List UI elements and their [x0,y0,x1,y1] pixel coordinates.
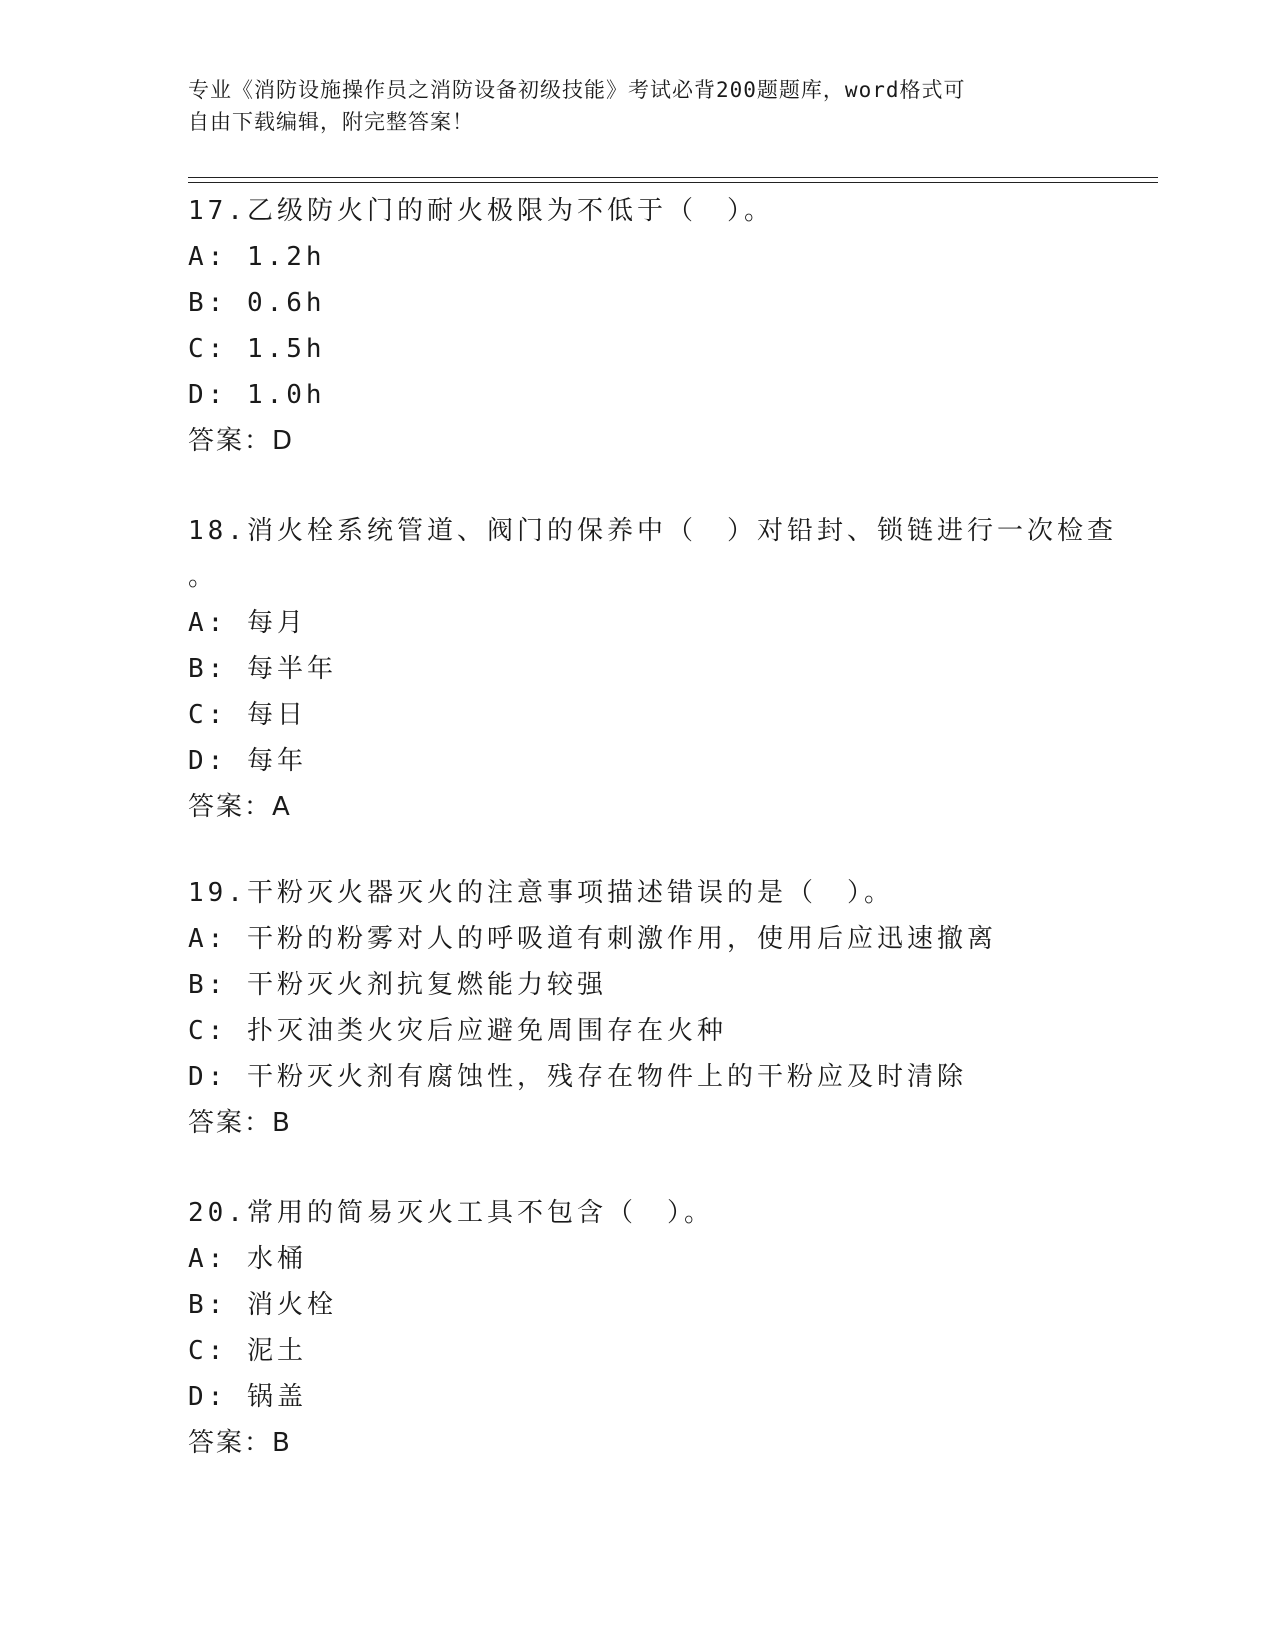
answer: 答案：B [188,1108,292,1138]
question-20 [188,1190,1088,1466]
option-c: C: 1.5h [188,334,326,364]
option-c: C: 泥土 [188,1336,307,1366]
question-stem: 19.干粉灭火器灭火的注意事项描述错误的是（ ）。 [188,878,894,908]
option-d: D: 每年 [188,746,307,776]
question-19 [188,870,1088,1146]
document-header [188,74,1088,138]
option-b: B: 干粉灭火剂抗复燃能力较强 [188,970,607,1000]
option-b: B: 消火栓 [188,1290,337,1320]
option-d: D: 锅盖 [188,1382,307,1412]
header-line-1: 专业《消防设施操作员之消防设备初级技能》考试必背200题题库，word格式可 [188,78,966,102]
header-divider-top [188,177,1158,178]
option-a: A: 1.2h [188,242,326,272]
option-a: A: 每月 [188,608,307,638]
answer: 答案：D [188,426,295,456]
question-stem: 17.乙级防火门的耐火极限为不低于（ ）。 [188,196,774,226]
header-divider-bottom [188,182,1158,183]
question-17 [188,188,1088,464]
option-d: D: 干粉灭火剂有腐蚀性，残存在物件上的干粉应及时清除 [188,1062,967,1092]
question-stem: 18.消火栓系统管道、阀门的保养中（ ）对铅封、锁链进行一次检查 [188,516,1117,546]
option-a: A: 干粉的粉雾对人的呼吸道有刺激作用，使用后应迅速撤离 [188,924,997,954]
option-b: B: 每半年 [188,654,337,684]
question-stem: 20.常用的简易灭火工具不包含（ ）。 [188,1198,714,1228]
answer: 答案：A [188,792,292,822]
option-b: B: 0.6h [188,288,326,318]
answer: 答案：B [188,1428,292,1458]
option-d: D: 1.0h [188,380,326,410]
header-line-2: 自由下载编辑，附完整答案！ [188,110,474,134]
option-c: C: 扑灭油类火灾后应避免周围存在火种 [188,1016,727,1046]
option-a: A: 水桶 [188,1244,307,1274]
question-18 [188,508,1117,830]
question-stem-continuation: 。 [188,562,219,592]
option-c: C: 每日 [188,700,307,730]
